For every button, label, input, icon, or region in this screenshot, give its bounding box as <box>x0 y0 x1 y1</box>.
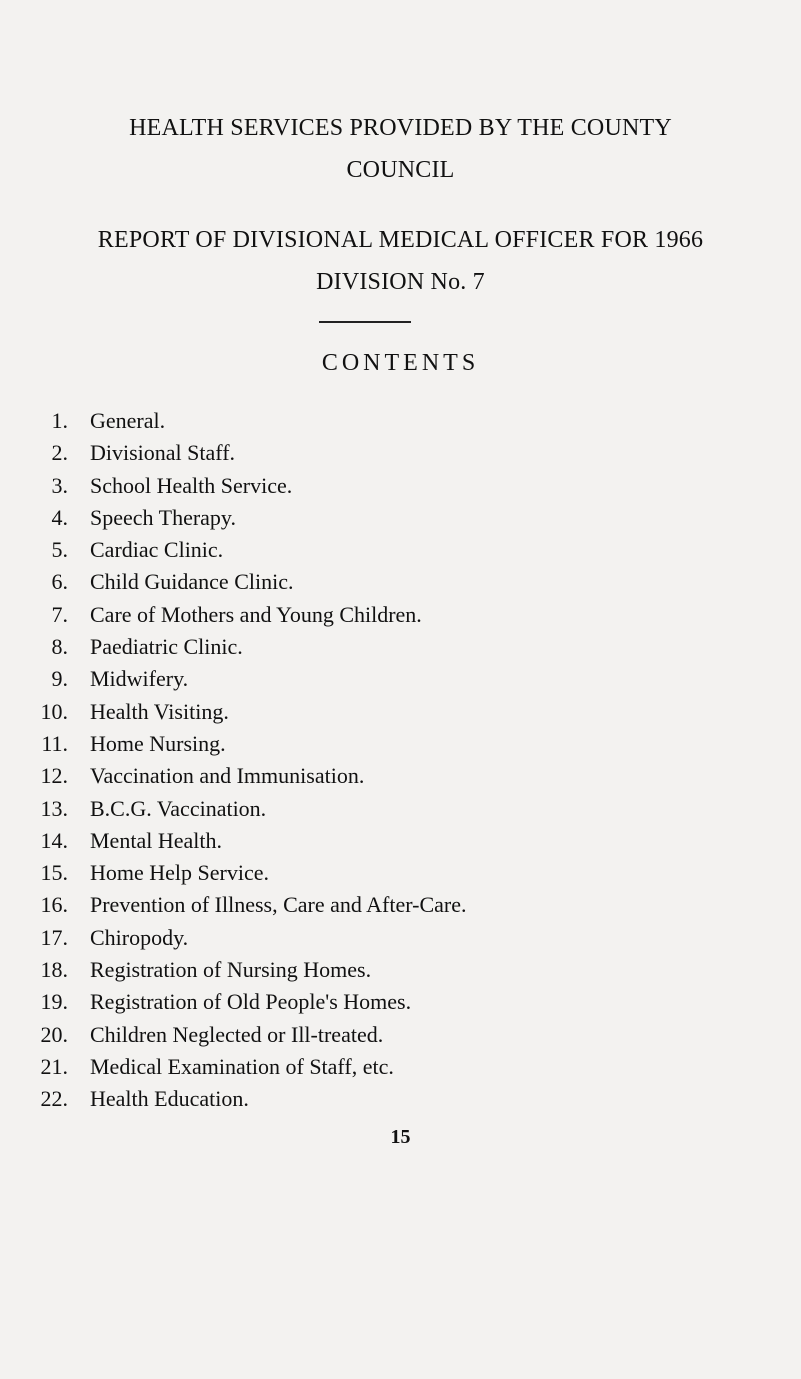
toc-item <box>0 470 801 502</box>
toc-item-text: Home Nursing. <box>90 730 226 756</box>
toc-item <box>0 1083 801 1115</box>
toc-item-text: School Health Service. <box>90 472 293 498</box>
toc-item <box>0 825 801 857</box>
toc-item-text: Health Visiting. <box>90 698 229 724</box>
page-number: 15 <box>390 1126 411 1148</box>
toc-item <box>0 437 801 469</box>
toc-item-number: 20. <box>40 1021 68 1047</box>
toc-item-text: Paediatric Clinic. <box>90 634 243 660</box>
toc-item-number: 3. <box>51 472 68 498</box>
toc-item-text: Registration of Nursing Homes. <box>90 957 372 983</box>
toc-item-number: 19. <box>40 989 68 1015</box>
toc-item-text: Speech Therapy. <box>90 504 236 530</box>
toc-item-text: Health Education. <box>90 1086 249 1112</box>
toc-item-text: Prevention of Illness, Care and After-Care. <box>90 892 467 918</box>
toc-item-text: Medical Examination of Staff, etc. <box>90 1053 394 1079</box>
toc-item <box>0 631 801 663</box>
toc-item-number: 4. <box>51 504 68 530</box>
toc-item-text: Care of Mothers and Young Children. <box>90 601 422 627</box>
report-title-line-2: DIVISION No. 7 <box>316 269 485 295</box>
toc-item-number: 17. <box>40 924 68 950</box>
toc-item <box>0 566 801 598</box>
toc-item-number: 15. <box>40 860 68 886</box>
toc-item <box>0 857 801 889</box>
toc-item-number: 21. <box>40 1053 68 1079</box>
toc-item-number: 5. <box>51 537 68 563</box>
toc-item-number: 11. <box>41 730 68 756</box>
main-heading-line-1: HEALTH SERVICES PROVIDED BY THE COUNTY <box>129 115 672 141</box>
toc-item <box>0 793 801 825</box>
toc-item-text: Chiropody. <box>90 924 189 950</box>
toc-item-text: B.C.G. Vaccination. <box>90 795 267 821</box>
toc-item <box>0 889 801 921</box>
table-of-contents <box>0 405 801 1116</box>
toc-item <box>0 954 801 986</box>
toc-item <box>0 534 801 566</box>
toc-item <box>0 696 801 728</box>
toc-item-text: Child Guidance Clinic. <box>90 569 294 595</box>
main-heading-line-2: COUNCIL <box>346 157 455 183</box>
toc-item-number: 6. <box>51 569 68 595</box>
toc-item-number: 18. <box>40 957 68 983</box>
toc-item-text: Midwifery. <box>90 666 189 692</box>
toc-item <box>0 502 801 534</box>
toc-item-text: Registration of Old People's Homes. <box>90 989 412 1015</box>
toc-item <box>0 1051 801 1083</box>
toc-item-text: Children Neglected or Ill-treated. <box>90 1021 384 1047</box>
toc-item-number: 9. <box>51 666 68 692</box>
toc-item <box>0 1019 801 1051</box>
toc-item <box>0 599 801 631</box>
toc-item-number: 10. <box>40 698 68 724</box>
toc-item-text: General. <box>90 408 166 433</box>
toc-item-number: 13. <box>40 795 68 821</box>
toc-item <box>0 986 801 1018</box>
toc-item-number: 2. <box>51 440 68 466</box>
toc-item <box>0 663 801 695</box>
toc-item-text: Mental Health. <box>90 827 222 853</box>
toc-item-number: 16. <box>40 892 68 918</box>
toc-item <box>0 922 801 954</box>
report-title-line-1: REPORT OF DIVISIONAL MEDICAL OFFICER FOR 1966 <box>97 227 704 253</box>
toc-item-number: 8. <box>51 634 68 660</box>
toc-item-number: 1. <box>51 408 68 433</box>
toc-item-text: Vaccination and Immunisation. <box>90 763 365 789</box>
toc-item-text: Divisional Staff. <box>90 440 236 466</box>
toc-item-number: 7. <box>51 601 68 627</box>
section-divider <box>319 321 411 323</box>
toc-item-number: 12. <box>40 763 68 789</box>
toc-item <box>0 760 801 792</box>
toc-item-number: 22. <box>40 1086 68 1112</box>
toc-item-text: Home Help Service. <box>90 860 269 886</box>
contents-heading: CONTENTS <box>321 350 480 376</box>
toc-item-text: Cardiac Clinic. <box>90 537 224 563</box>
toc-item <box>0 728 801 760</box>
toc-item <box>0 405 801 437</box>
toc-item-number: 14. <box>40 827 68 853</box>
